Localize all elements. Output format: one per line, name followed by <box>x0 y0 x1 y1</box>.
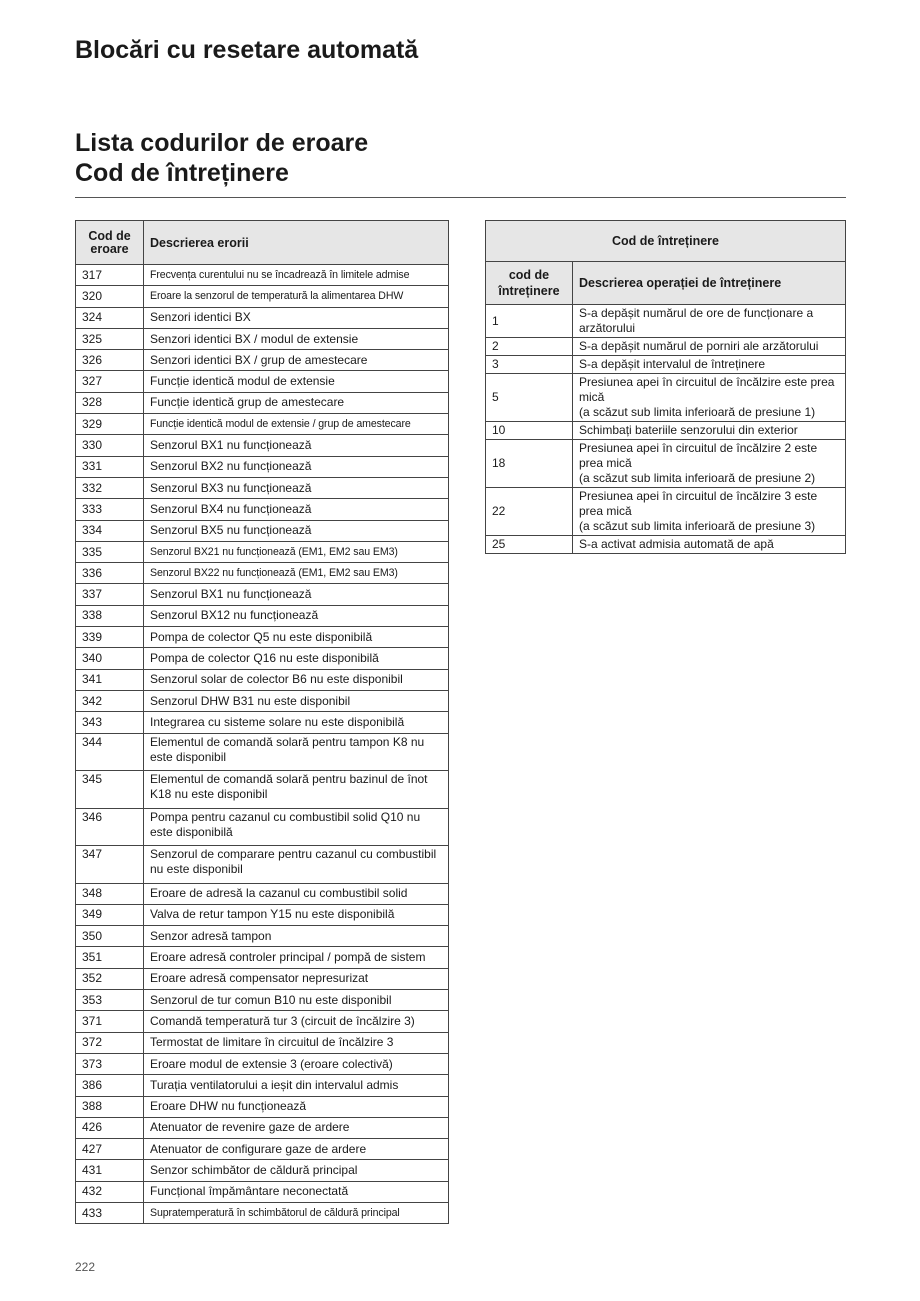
table-row <box>486 536 846 554</box>
maintenance-table-title-row <box>486 221 846 262</box>
error-code-cell: 348 <box>76 883 144 904</box>
table-row <box>76 1096 449 1117</box>
table-row <box>76 947 449 968</box>
maintenance-desc-cell: Schimbați bateriile senzorului din exterior <box>573 422 846 440</box>
error-desc-cell: Pompa de colector Q16 nu este disponibilă <box>144 648 449 669</box>
maintenance-code-cell: 25 <box>486 536 573 554</box>
error-desc-cell: Eroare de adresă la cazanul cu combustibil solid <box>144 883 449 904</box>
error-code-cell: 386 <box>76 1075 144 1096</box>
table-row <box>486 440 846 488</box>
error-desc-cell: Funcție identică grup de amestecare <box>144 392 449 413</box>
error-desc-cell: Eroare adresă compensator nepresurizat <box>144 968 449 989</box>
error-desc-cell: Senzorul DHW B31 nu este disponibil <box>144 690 449 711</box>
error-code-cell: 326 <box>76 350 144 371</box>
table-row <box>486 422 846 440</box>
maintenance-code-cell: 2 <box>486 338 573 356</box>
table-row <box>76 968 449 989</box>
table-row <box>76 690 449 711</box>
table-row <box>76 808 449 846</box>
table-row <box>76 307 449 328</box>
error-desc-cell: Elementul de comandă solară pentru tampon K8 nu este disponibil <box>144 733 449 771</box>
table-row <box>76 771 449 809</box>
table-row <box>76 350 449 371</box>
table-row <box>76 648 449 669</box>
error-desc-cell: Frecvența curentului nu se încadrează în limitele admise <box>144 265 449 286</box>
table-row <box>486 356 846 374</box>
error-code-header: Cod de eroare <box>76 221 144 265</box>
error-code-cell: 347 <box>76 846 144 884</box>
error-desc-cell: Senzorul BX4 nu funcționează <box>144 499 449 520</box>
error-code-cell: 432 <box>76 1181 144 1202</box>
error-desc-cell: Supratemperatură în schimbătorul de căldură principal <box>144 1202 449 1223</box>
error-desc-cell: Senzorul BX1 nu funcționează <box>144 435 449 456</box>
error-code-cell: 338 <box>76 605 144 626</box>
error-desc-cell: Senzor schimbător de căldură principal <box>144 1160 449 1181</box>
error-code-cell: 372 <box>76 1032 144 1053</box>
error-desc-cell: Comandă temperatură tur 3 (circuit de încălzire 3) <box>144 1011 449 1032</box>
error-code-cell: 344 <box>76 733 144 771</box>
table-row <box>76 1202 449 1223</box>
table-row <box>76 456 449 477</box>
error-code-cell: 336 <box>76 563 144 584</box>
error-code-cell: 329 <box>76 414 144 435</box>
maintenance-code-header: cod de întreținere <box>486 262 573 305</box>
table-row <box>76 1160 449 1181</box>
error-code-cell: 330 <box>76 435 144 456</box>
table-row <box>76 1032 449 1053</box>
error-desc-cell: Turația ventilatorului a ieșit din intervalul admis <box>144 1075 449 1096</box>
table-row <box>76 1117 449 1138</box>
error-desc-cell: Funcție identică modul de extensie <box>144 371 449 392</box>
table-row <box>76 733 449 771</box>
error-code-cell: 346 <box>76 808 144 846</box>
error-code-cell: 433 <box>76 1202 144 1223</box>
error-code-cell: 317 <box>76 265 144 286</box>
table-row <box>486 338 846 356</box>
error-code-cell: 327 <box>76 371 144 392</box>
table-row <box>76 328 449 349</box>
table-row <box>76 1075 449 1096</box>
error-code-cell: 331 <box>76 456 144 477</box>
error-code-cell: 332 <box>76 477 144 498</box>
table-row <box>486 488 846 536</box>
error-code-cell: 388 <box>76 1096 144 1117</box>
error-desc-cell: Senzorul solar de colector B6 nu este disponibil <box>144 669 449 690</box>
error-code-cell: 333 <box>76 499 144 520</box>
error-code-cell: 345 <box>76 771 144 809</box>
maintenance-code-table <box>485 220 846 554</box>
error-code-cell: 339 <box>76 627 144 648</box>
table-row <box>76 1053 449 1074</box>
divider <box>75 197 846 198</box>
error-desc-cell: Senzorul BX21 nu funcționează (EM1, EM2 sau EM3) <box>144 541 449 562</box>
table-row <box>76 1011 449 1032</box>
table-row <box>76 563 449 584</box>
error-desc-header: Descrierea erorii <box>144 221 449 265</box>
error-desc-cell: Senzorul BX22 nu funcționează (EM1, EM2 sau EM3) <box>144 563 449 584</box>
error-code-cell: 328 <box>76 392 144 413</box>
error-table-header <box>76 221 449 265</box>
maintenance-desc-cell: S-a activat admisia automată de apă <box>573 536 846 554</box>
error-desc-cell: Senzorul BX2 nu funcționează <box>144 456 449 477</box>
error-code-cell: 431 <box>76 1160 144 1181</box>
error-code-cell: 324 <box>76 307 144 328</box>
maintenance-code-cell: 3 <box>486 356 573 374</box>
error-code-cell: 320 <box>76 286 144 307</box>
table-row <box>76 990 449 1011</box>
maintenance-desc-cell: S-a depășit intervalul de întreținere <box>573 356 846 374</box>
error-desc-cell: Senzori identici BX / modul de extensie <box>144 328 449 349</box>
table-row <box>76 846 449 884</box>
maintenance-desc-cell: Presiunea apei în circuitul de încălzire 2 este prea mică (a scăzut sub limita inferioară de presiune 2) <box>573 440 846 488</box>
table-row <box>76 926 449 947</box>
error-desc-cell: Senzor adresă tampon <box>144 926 449 947</box>
maintenance-code-cell: 22 <box>486 488 573 536</box>
table-row <box>486 305 846 338</box>
error-desc-cell: Funcție identică modul de extensie / grup de amestecare <box>144 414 449 435</box>
error-desc-cell: Atenuator de revenire gaze de ardere <box>144 1117 449 1138</box>
error-desc-cell: Integrarea cu sisteme solare nu este disponibilă <box>144 712 449 733</box>
error-code-cell: 349 <box>76 904 144 925</box>
maintenance-desc-header: Descrierea operației de întreținere <box>573 262 846 305</box>
maintenance-code-cell: 5 <box>486 374 573 422</box>
table-row <box>76 904 449 925</box>
maintenance-table-header <box>486 262 846 305</box>
error-code-cell: 426 <box>76 1117 144 1138</box>
error-desc-cell: Pompa de colector Q5 nu este disponibilă <box>144 627 449 648</box>
table-row <box>76 477 449 498</box>
error-desc-cell: Valva de retur tampon Y15 nu este disponibilă <box>144 904 449 925</box>
page-title: Blocări cu resetare automată <box>75 36 419 64</box>
error-code-cell: 325 <box>76 328 144 349</box>
maintenance-desc-cell: S-a depășit numărul de porniri ale arzătorului <box>573 338 846 356</box>
error-desc-cell: Senzorul BX1 nu funcționează <box>144 584 449 605</box>
error-code-cell: 341 <box>76 669 144 690</box>
table-row <box>76 1139 449 1160</box>
table-row <box>76 883 449 904</box>
table-row <box>76 584 449 605</box>
table-row <box>76 1181 449 1202</box>
error-code-cell: 343 <box>76 712 144 733</box>
error-code-cell: 373 <box>76 1053 144 1074</box>
error-desc-cell: Eroare adresă controler principal / pompă de sistem <box>144 947 449 968</box>
table-row <box>76 520 449 541</box>
maintenance-desc-cell: S-a depășit numărul de ore de funcționare a arzătorului <box>573 305 846 338</box>
maintenance-code-cell: 10 <box>486 422 573 440</box>
table-row <box>76 286 449 307</box>
page-number: 222 <box>75 1260 96 1274</box>
table-row <box>76 265 449 286</box>
error-desc-cell: Atenuator de configurare gaze de ardere <box>144 1139 449 1160</box>
error-desc-cell: Eroare DHW nu funcționează <box>144 1096 449 1117</box>
table-row <box>76 605 449 626</box>
error-desc-cell: Senzori identici BX / grup de amestecare <box>144 350 449 371</box>
section-title-maintenance: Cod de întreținere <box>75 159 289 187</box>
error-desc-cell: Senzorul de comparare pentru cazanul cu combustibil nu este disponibil <box>144 846 449 884</box>
error-code-cell: 427 <box>76 1139 144 1160</box>
section-title-error-codes: Lista codurilor de eroare <box>75 129 369 157</box>
table-row <box>76 392 449 413</box>
error-code-cell: 334 <box>76 520 144 541</box>
error-code-cell: 351 <box>76 947 144 968</box>
error-desc-cell: Senzorul BX3 nu funcționează <box>144 477 449 498</box>
table-row <box>76 541 449 562</box>
table-row <box>76 499 449 520</box>
section-title <box>75 128 368 188</box>
error-desc-cell: Senzori identici BX <box>144 307 449 328</box>
error-code-cell: 342 <box>76 690 144 711</box>
error-code-cell: 350 <box>76 926 144 947</box>
error-code-cell: 340 <box>76 648 144 669</box>
error-code-cell: 371 <box>76 1011 144 1032</box>
table-row <box>76 712 449 733</box>
table-row <box>76 669 449 690</box>
error-code-cell: 353 <box>76 990 144 1011</box>
error-desc-cell: Elementul de comandă solară pentru bazinul de înot K18 nu este disponibil <box>144 771 449 809</box>
error-desc-cell: Senzorul de tur comun B10 nu este disponibil <box>144 990 449 1011</box>
error-desc-cell: Termostat de limitare în circuitul de încălzire 3 <box>144 1032 449 1053</box>
table-row <box>76 435 449 456</box>
error-desc-cell: Senzorul BX5 nu funcționează <box>144 520 449 541</box>
error-code-cell: 335 <box>76 541 144 562</box>
table-row <box>76 627 449 648</box>
maintenance-code-cell: 1 <box>486 305 573 338</box>
maintenance-table-title: Cod de întreținere <box>486 221 846 262</box>
error-desc-cell: Pompa pentru cazanul cu combustibil solid Q10 nu este disponibilă <box>144 808 449 846</box>
table-row <box>486 374 846 422</box>
error-desc-cell: Eroare la senzorul de temperatură la alimentarea DHW <box>144 286 449 307</box>
table-row <box>76 371 449 392</box>
error-desc-cell: Senzorul BX12 nu funcționează <box>144 605 449 626</box>
error-desc-cell: Eroare modul de extensie 3 (eroare colectivă) <box>144 1053 449 1074</box>
maintenance-desc-cell: Presiunea apei în circuitul de încălzire 3 este prea mică (a scăzut sub limita inferioară de presiune 3) <box>573 488 846 536</box>
error-desc-cell: Funcțional împământare neconectată <box>144 1181 449 1202</box>
error-code-cell: 337 <box>76 584 144 605</box>
maintenance-desc-cell: Presiunea apei în circuitul de încălzire este prea mică (a scăzut sub limita inferioară de presiune 1) <box>573 374 846 422</box>
maintenance-code-cell: 18 <box>486 440 573 488</box>
error-code-cell: 352 <box>76 968 144 989</box>
table-row <box>76 414 449 435</box>
error-code-table <box>75 220 449 1224</box>
